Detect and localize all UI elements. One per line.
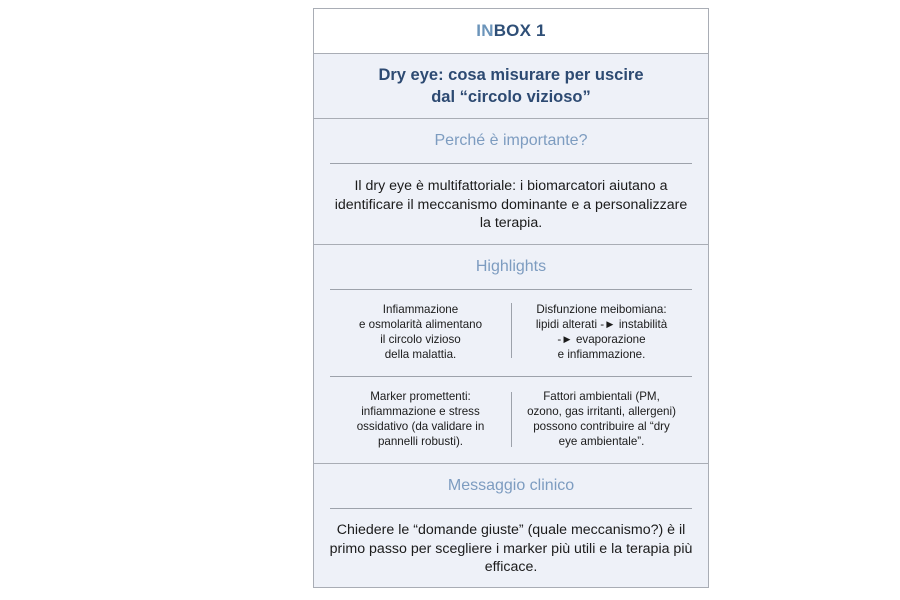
section-heading: Perché è importante? [434,132,588,149]
highlight-line: pannelli robusti). [377,434,464,448]
highlight-line: Disfunzione meibomiana: [536,303,667,317]
highlight-line: infiammazione e stress [361,405,480,419]
highlight-line: eye ambientale”. [558,434,645,448]
inbox-title-line: Dry eye: cosa misurare per uscire [378,66,644,84]
highlights-grid [330,290,692,463]
highlight-line: ‑► evaporazione [557,333,646,346]
section-heading: Messaggio clinico [447,477,575,494]
inbox-label: BOX 1 [493,21,546,40]
vertical-divider [511,303,512,358]
highlight-line: lipidi alterati ‑► instabilità [535,318,668,332]
highlight-line: possono contribuire al “dry [533,420,670,433]
inbox-header [314,9,708,53]
section-body-text: Chiedere le “domande giuste” (quale meccanismo?) è il primo passo per scegliere i marker più utili e la terapia più efficace. [329,522,693,575]
highlight-item [511,377,692,463]
section-body-text: Il dry eye è multifattoriale: i biomarcatori aiutano a identificare il meccanismo dominante e a personalizzare la terapia. [334,178,688,231]
highlight-item [511,290,692,376]
inbox-panel [313,8,709,588]
highlights-row [330,290,692,376]
highlight-item [330,290,511,376]
highlight-line: e infiammazione. [557,347,646,361]
highlight-line: ozono, gas irritanti, allergeni) [527,405,676,419]
section-highlights [314,244,708,463]
highlight-item [330,377,511,463]
vertical-divider [511,392,512,447]
inbox-label-prefix: IN [476,21,494,40]
highlight-line: ossidativo (da validare in [356,420,485,433]
highlight-line: Infiammazione [382,303,459,317]
inbox-title-line: dal “circolo vizioso” [431,88,591,106]
highlight-line: Marker promettenti: [370,390,471,404]
section-clinical-message [314,463,708,587]
highlight-line: il circolo vizioso [380,333,461,346]
highlights-row [330,376,692,463]
highlight-line: della malattia. [384,347,457,361]
inbox-title [314,53,708,118]
section-heading: Highlights [475,258,547,275]
highlight-line: e osmolarità alimentano [358,318,483,332]
section-why-important [314,118,708,244]
highlight-line: Fattori ambientali (PM, [543,390,660,404]
